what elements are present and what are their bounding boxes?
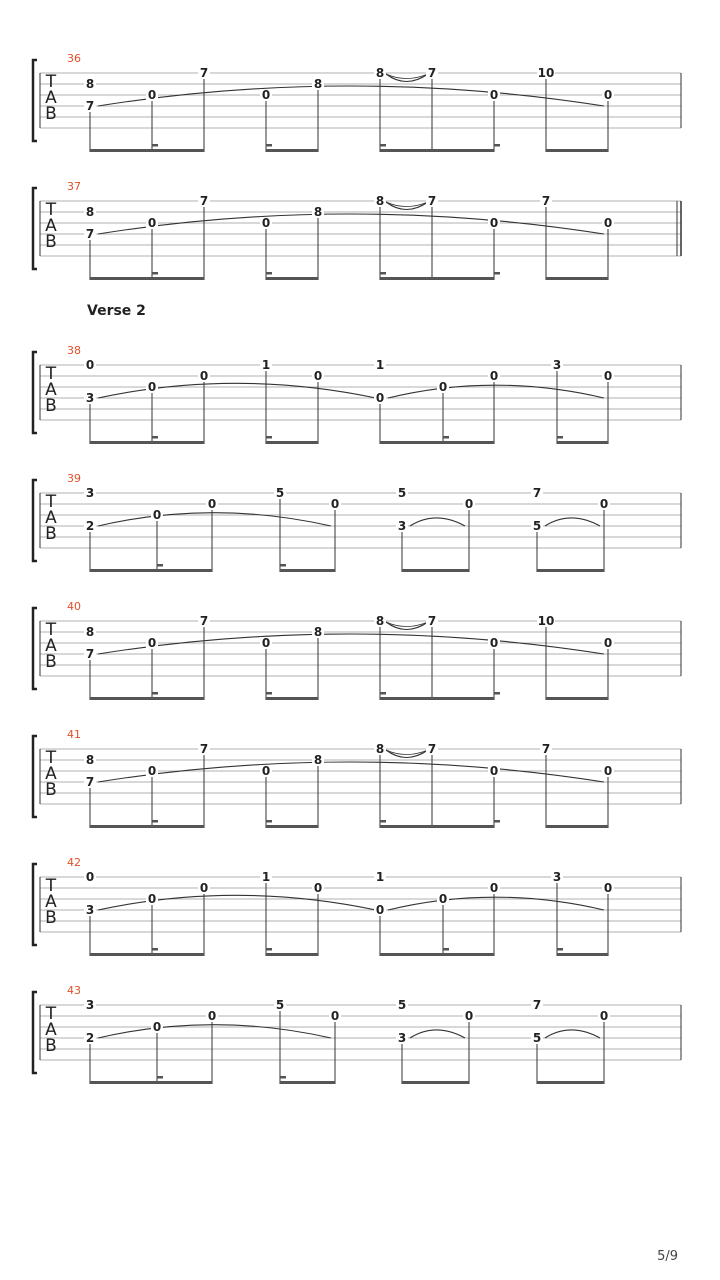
- note-beam: [90, 825, 204, 828]
- fret-number: 0: [330, 497, 340, 511]
- system-bracket: [33, 480, 37, 561]
- tie-arc: [386, 202, 428, 210]
- fret-number: 0: [375, 391, 385, 405]
- fret-number: 0: [603, 636, 613, 650]
- beam-stub: [152, 436, 158, 439]
- tie-arc: [98, 762, 604, 782]
- tab-clef-letter: A: [45, 380, 57, 400]
- beam-stub: [266, 820, 272, 823]
- fret-number: 0: [489, 764, 499, 778]
- tab-clef-letter: T: [45, 748, 57, 768]
- beam-stub: [494, 692, 500, 695]
- fret-number: 7: [541, 742, 551, 756]
- fret-number: 0: [489, 636, 499, 650]
- fret-number: 8: [313, 77, 323, 91]
- note-beam: [402, 569, 469, 572]
- note-beam: [266, 441, 318, 444]
- note-beam: [557, 953, 608, 956]
- beam-stub: [280, 564, 286, 567]
- fret-number: 8: [375, 66, 385, 80]
- fret-number: 3: [397, 519, 407, 533]
- note-beam: [557, 441, 608, 444]
- fret-number: 0: [464, 497, 474, 511]
- fret-number: 1: [375, 358, 385, 372]
- system-bracket: [33, 864, 37, 945]
- tab-clef-letter: B: [45, 104, 57, 124]
- fret-number: 10: [537, 66, 555, 80]
- fret-number: 0: [199, 881, 209, 895]
- fret-number: 0: [261, 764, 271, 778]
- fret-number: 0: [147, 892, 157, 906]
- fret-number: 0: [147, 216, 157, 230]
- system-bracket: [33, 60, 37, 141]
- note-beam: [90, 953, 204, 956]
- fret-number: 8: [85, 205, 95, 219]
- fret-number: 0: [489, 369, 499, 383]
- fret-number: 7: [85, 227, 95, 241]
- fret-number: 0: [85, 358, 95, 372]
- note-beam: [90, 277, 204, 280]
- fret-number: 7: [85, 647, 95, 661]
- fret-number: 7: [199, 66, 209, 80]
- beam-stub: [494, 272, 500, 275]
- fret-number: 8: [375, 614, 385, 628]
- measure-number: 41: [67, 728, 81, 741]
- beam-stub: [494, 144, 500, 147]
- tie-arc: [386, 74, 428, 82]
- fret-number: 7: [427, 742, 437, 756]
- beam-stub: [157, 564, 163, 567]
- fret-number: 0: [603, 764, 613, 778]
- tie-arc: [410, 518, 465, 526]
- note-beam: [546, 277, 608, 280]
- fret-number: 3: [397, 1031, 407, 1045]
- fret-number: 7: [532, 998, 542, 1012]
- fret-number: 7: [427, 614, 437, 628]
- tie-arc: [98, 383, 376, 398]
- fret-number: 0: [147, 764, 157, 778]
- fret-number: 8: [313, 205, 323, 219]
- fret-number: 5: [275, 486, 285, 500]
- tie-arc: [386, 622, 428, 630]
- tab-clef-letter: A: [45, 508, 57, 528]
- fret-number: 0: [489, 88, 499, 102]
- fret-number: 0: [599, 1009, 609, 1023]
- system-bracket: [33, 608, 37, 689]
- tie-arc: [98, 214, 604, 234]
- note-beam: [380, 149, 494, 152]
- tab-clef-letter: B: [45, 524, 57, 544]
- beam-stub: [152, 272, 158, 275]
- fret-number: 7: [532, 486, 542, 500]
- beam-stub: [157, 1076, 163, 1079]
- tie-arc: [545, 518, 600, 526]
- note-beam: [537, 1081, 604, 1084]
- fret-number: 1: [261, 870, 271, 884]
- tab-clef-letter: B: [45, 908, 57, 928]
- tab-clef-letter: B: [45, 396, 57, 416]
- beam-stub: [380, 820, 386, 823]
- note-beam: [380, 825, 494, 828]
- measure-number: 40: [67, 600, 81, 613]
- fret-number: 0: [152, 1020, 162, 1034]
- fret-number: 8: [313, 625, 323, 639]
- fret-number: 3: [552, 870, 562, 884]
- fret-number: 0: [438, 380, 448, 394]
- beam-stub: [266, 272, 272, 275]
- fret-number: 2: [85, 519, 95, 533]
- fret-number: 0: [313, 369, 323, 383]
- fret-number: 0: [207, 1009, 217, 1023]
- tab-clef-letter: T: [45, 364, 57, 384]
- tie-arc: [545, 1030, 600, 1038]
- fret-number: 0: [375, 903, 385, 917]
- note-beam: [90, 569, 212, 572]
- tab-clef-letter: A: [45, 1020, 57, 1040]
- fret-number: 3: [552, 358, 562, 372]
- tab-clef-letter: B: [45, 652, 57, 672]
- beam-stub: [266, 692, 272, 695]
- beam-stub: [152, 948, 158, 951]
- fret-number: 1: [261, 358, 271, 372]
- measure-number: 42: [67, 856, 81, 869]
- fret-number: 0: [313, 881, 323, 895]
- fret-number: 8: [375, 194, 385, 208]
- fret-number: 0: [147, 636, 157, 650]
- fret-number: 2: [85, 1031, 95, 1045]
- fret-number: 8: [375, 742, 385, 756]
- beam-stub: [152, 144, 158, 147]
- fret-number: 0: [207, 497, 217, 511]
- note-beam: [280, 569, 335, 572]
- beam-stub: [380, 692, 386, 695]
- tie-arc: [98, 895, 376, 910]
- fret-number: 7: [85, 99, 95, 113]
- beam-stub: [266, 436, 272, 439]
- tie-arc: [98, 634, 604, 654]
- system-bracket: [33, 352, 37, 433]
- fret-number: 0: [147, 88, 157, 102]
- note-beam: [266, 277, 318, 280]
- fret-number: 0: [85, 870, 95, 884]
- fret-number: 0: [599, 497, 609, 511]
- fret-number: 7: [427, 66, 437, 80]
- note-beam: [90, 441, 204, 444]
- fret-number: 0: [199, 369, 209, 383]
- fret-number: 7: [85, 775, 95, 789]
- note-beam: [266, 825, 318, 828]
- beam-stub: [557, 436, 563, 439]
- tie-arc: [98, 86, 604, 106]
- measure-number: 39: [67, 472, 81, 485]
- fret-number: 8: [85, 625, 95, 639]
- measure-number: 36: [67, 52, 81, 65]
- fret-number: 0: [603, 88, 613, 102]
- note-beam: [90, 1081, 212, 1084]
- fret-number: 3: [85, 903, 95, 917]
- fret-number: 0: [603, 369, 613, 383]
- beam-stub: [152, 692, 158, 695]
- fret-number: 0: [464, 1009, 474, 1023]
- fret-number: 0: [330, 1009, 340, 1023]
- beam-stub: [443, 436, 449, 439]
- tie-arc: [410, 1030, 465, 1038]
- tab-clef-letter: A: [45, 216, 57, 236]
- system-bracket: [33, 188, 37, 269]
- fret-number: 5: [397, 486, 407, 500]
- tab-clef-letter: T: [45, 200, 57, 220]
- fret-number: 8: [85, 753, 95, 767]
- tie-arc: [386, 750, 428, 758]
- measure-number: 38: [67, 344, 81, 357]
- tab-clef-letter: T: [45, 492, 57, 512]
- beam-stub: [494, 820, 500, 823]
- tab-clef-letter: B: [45, 1036, 57, 1056]
- fret-number: 7: [199, 194, 209, 208]
- beam-stub: [280, 1076, 286, 1079]
- fret-number: 0: [489, 216, 499, 230]
- beam-stub: [152, 820, 158, 823]
- measure-number: 37: [67, 180, 81, 193]
- fret-number: 0: [261, 216, 271, 230]
- fret-number: 3: [85, 998, 95, 1012]
- note-beam: [380, 697, 494, 700]
- tab-clef-letter: A: [45, 88, 57, 108]
- tab-clef-letter: T: [45, 620, 57, 640]
- beam-stub: [266, 948, 272, 951]
- tab-clef-letter: B: [45, 232, 57, 252]
- note-beam: [546, 825, 608, 828]
- fret-number: 0: [603, 216, 613, 230]
- fret-number: 5: [275, 998, 285, 1012]
- fret-number: 0: [438, 892, 448, 906]
- beam-stub: [380, 144, 386, 147]
- fret-number: 8: [313, 753, 323, 767]
- fret-number: 0: [261, 636, 271, 650]
- note-beam: [546, 697, 608, 700]
- tab-clef-letter: A: [45, 636, 57, 656]
- fret-number: 0: [489, 881, 499, 895]
- system-bracket: [33, 992, 37, 1073]
- fret-number: 0: [603, 881, 613, 895]
- beam-stub: [380, 272, 386, 275]
- note-beam: [537, 569, 604, 572]
- note-beam: [266, 953, 318, 956]
- fret-number: 7: [541, 194, 551, 208]
- note-beam: [380, 441, 494, 444]
- fret-number: 7: [199, 614, 209, 628]
- fret-number: 8: [85, 77, 95, 91]
- note-beam: [380, 277, 494, 280]
- note-beam: [90, 697, 204, 700]
- fret-number: 0: [152, 508, 162, 522]
- beam-stub: [443, 948, 449, 951]
- fret-number: 0: [261, 88, 271, 102]
- tab-clef-letter: A: [45, 764, 57, 784]
- tab-clef-letter: B: [45, 780, 57, 800]
- fret-number: 1: [375, 870, 385, 884]
- beam-stub: [266, 144, 272, 147]
- fret-number: 0: [147, 380, 157, 394]
- tab-clef-letter: T: [45, 1004, 57, 1024]
- section-label: Verse 2: [87, 303, 146, 319]
- note-beam: [90, 149, 204, 152]
- fret-number: 10: [537, 614, 555, 628]
- fret-number: 5: [532, 519, 542, 533]
- system-bracket: [33, 736, 37, 817]
- fret-number: 5: [397, 998, 407, 1012]
- note-beam: [546, 149, 608, 152]
- tab-clef-letter: T: [45, 72, 57, 92]
- tab-clef-letter: A: [45, 892, 57, 912]
- note-beam: [266, 149, 318, 152]
- measure-number: 43: [67, 984, 81, 997]
- fret-number: 7: [427, 194, 437, 208]
- note-beam: [280, 1081, 335, 1084]
- note-beam: [402, 1081, 469, 1084]
- page-number: 5/9: [657, 1249, 678, 1264]
- fret-number: 5: [532, 1031, 542, 1045]
- fret-number: 7: [199, 742, 209, 756]
- note-beam: [380, 953, 494, 956]
- tab-clef-letter: T: [45, 876, 57, 896]
- beam-stub: [557, 948, 563, 951]
- fret-number: 3: [85, 391, 95, 405]
- note-beam: [266, 697, 318, 700]
- fret-number: 3: [85, 486, 95, 500]
